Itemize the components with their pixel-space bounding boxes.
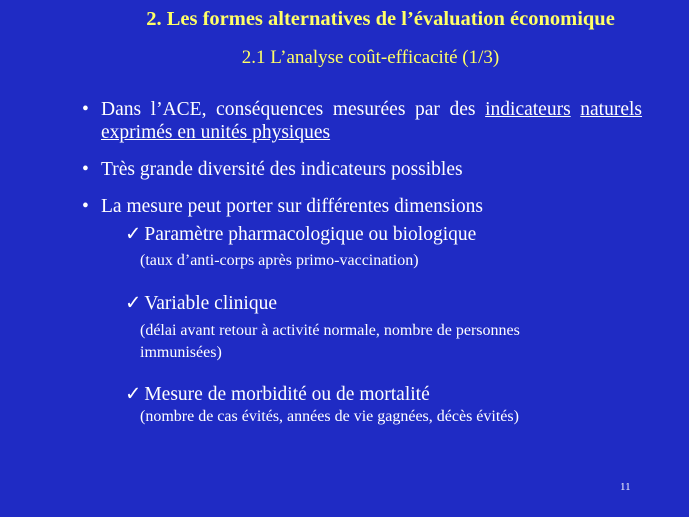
bullet-item-dimensions: [82, 195, 642, 218]
checkmark-icon: ✓: [125, 224, 142, 245]
bullet-icon: •: [82, 196, 89, 217]
bullet-text: La mesure peut porter sur différentes dimensions: [101, 196, 483, 217]
underlined-text-indicateurs: indicateurs: [485, 99, 571, 120]
underlined-text-unites: naturels exprimés en unités physiques: [101, 99, 643, 143]
subitem-note-line1: (délai avant retour à activité normale, nombre de personnes: [140, 322, 520, 339]
slide-subtitle: 2.1 L’analyse coût-efficacité (1/3): [241, 47, 500, 68]
subitem-note-line2: immunisées): [140, 344, 222, 361]
bullet-item-diversite: [82, 158, 642, 181]
subitem-morbidite: [125, 382, 430, 406]
checkmark-icon: ✓: [125, 384, 142, 405]
bullet-text-prefix: Dans l’ACE, conséquences mesurées par des: [101, 99, 486, 120]
slide-title: 2. Les formes alternatives de l’évaluation économique: [146, 8, 615, 30]
bullet-icon: •: [82, 159, 89, 180]
subitem-label: Mesure de morbidité ou de mortalité: [144, 384, 430, 405]
subitem-label: Variable clinique: [144, 293, 277, 314]
bullet-list: [82, 98, 642, 232]
page-number: 11: [620, 481, 631, 493]
bullet-icon: •: [82, 99, 89, 120]
bullet-text: Très grande diversité des indicateurs possibles: [101, 159, 463, 180]
checkmark-icon: ✓: [125, 293, 142, 314]
subitem-note: (nombre de cas évités, années de vie gagnées, décès évités): [140, 408, 519, 425]
bullet-item-ace: [82, 98, 642, 144]
subitem-label: Paramètre pharmacologique ou biologique: [144, 224, 477, 245]
subitem-clinique: [125, 291, 277, 315]
subitem-note: (taux d’anti-corps après primo-vaccination): [140, 252, 419, 269]
subitem-pharmacologique: [125, 222, 476, 246]
